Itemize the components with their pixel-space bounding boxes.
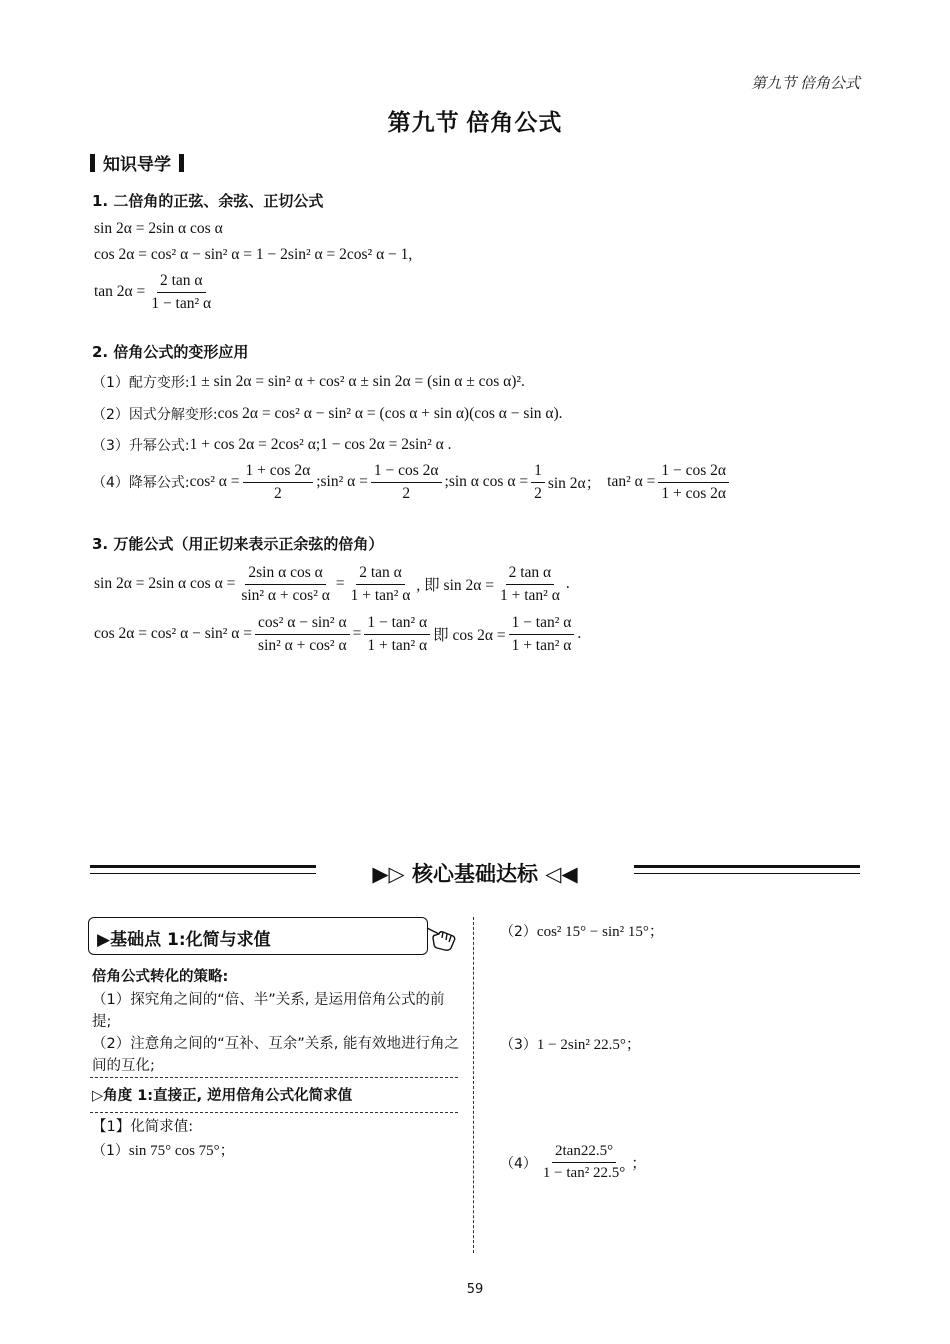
item-completing-square bbox=[92, 372, 525, 392]
item-formula: 1 + cos 2α = 2cos² α;1 − cos 2α = 2sin² α . bbox=[189, 436, 452, 453]
tan2a-fraction bbox=[148, 272, 214, 313]
question-2 bbox=[500, 920, 664, 941]
example-label: 【1】化简求值: bbox=[92, 1119, 194, 1135]
fraction-numerator: 1 − cos 2α bbox=[371, 462, 442, 483]
question-fraction bbox=[540, 1143, 628, 1183]
dashed-divider bbox=[90, 1077, 458, 1078]
fraction-denominator: 1 − tan² 22.5° bbox=[542, 1165, 626, 1182]
period: . bbox=[565, 575, 570, 593]
fraction-denominator: 2 bbox=[402, 484, 411, 502]
fraction-denominator: sin² α + cos² α bbox=[258, 636, 347, 654]
section-heading-knowledge bbox=[90, 150, 184, 175]
item-label: （3）升幂公式: bbox=[92, 438, 190, 454]
question-label: （3） bbox=[500, 1036, 537, 1053]
question-label: （2） bbox=[500, 923, 537, 940]
fraction bbox=[238, 564, 333, 605]
fraction-numerator: 2 tan α bbox=[356, 564, 405, 585]
question-4 bbox=[500, 1143, 646, 1183]
page-title: 第九节 倍角公式 bbox=[387, 110, 563, 135]
section-band bbox=[90, 858, 860, 884]
angle-heading: ▷角度 1:直接正, 逆用倍角公式化简求值 bbox=[92, 1088, 353, 1104]
formula-mid: 即 cos 2α = bbox=[433, 627, 506, 645]
item-raise-power bbox=[92, 435, 452, 455]
item-label: （4）降幂公式: bbox=[92, 475, 190, 492]
strategy-heading: 倍角公式转化的策略: bbox=[92, 969, 229, 985]
question-3 bbox=[500, 1033, 641, 1054]
fraction-numerator: 1 − cos 2α bbox=[658, 462, 729, 483]
question-expression: cos² 15° − sin² 15°； bbox=[536, 924, 664, 940]
question-expression: 1 − 2sin² 22.5°； bbox=[536, 1037, 641, 1053]
sin-sq-lhs: ;sin² α = bbox=[316, 473, 368, 491]
heading-bar-left bbox=[90, 154, 95, 172]
item-formula: cos 2α = cos² α − sin² α = (cos α + sin α)(cos α − sin α). bbox=[217, 405, 563, 422]
formula-cos2a: cos 2α = cos² α − sin² α = 1 − 2sin² α = 2cos² α − 1, bbox=[94, 246, 413, 263]
sin-sq-fraction bbox=[371, 462, 442, 503]
fraction bbox=[348, 564, 414, 605]
column-divider bbox=[473, 917, 474, 1253]
item-label: （1）配方变形: bbox=[92, 375, 190, 391]
fraction-denominator: 1 + cos 2α bbox=[661, 484, 727, 502]
band-title: ▶▷ 核心基础达标 ◁◀ bbox=[372, 862, 578, 886]
sincos-lhs: ;sin α cos α = bbox=[444, 473, 529, 491]
fraction-denominator: 1 + tan² α bbox=[350, 586, 411, 604]
equals: = bbox=[335, 575, 345, 593]
universal-sin bbox=[94, 564, 570, 605]
fraction-numerator: 2tan22.5° bbox=[552, 1143, 616, 1163]
fraction-numerator: cos² α − sin² α bbox=[255, 614, 350, 635]
tan2a-lhs: tan 2α = bbox=[94, 283, 146, 301]
fraction-numerator: 1 + cos 2α bbox=[243, 462, 314, 483]
question-label: （4） bbox=[500, 1155, 537, 1172]
subheading-universal: 3. 万能公式（用正切来表示正余弦的倍角） bbox=[92, 535, 384, 553]
fraction-numerator: 1 − tan² α bbox=[509, 614, 575, 635]
strategy-item-1: （1）探究角之间的“倍、半”关系, 是运用倍角公式的前提; bbox=[92, 992, 445, 1030]
dashed-divider bbox=[90, 1112, 458, 1113]
item-formula: 1 ± sin 2α = sin² α + cos² α ± sin 2α = (sin α ± cos α)². bbox=[189, 373, 525, 390]
universal-cos bbox=[94, 614, 581, 655]
item-lower-power bbox=[92, 462, 732, 503]
formula-tan2a bbox=[94, 272, 217, 313]
question-1 bbox=[92, 1139, 235, 1160]
tan-sq-fraction bbox=[658, 462, 729, 503]
fraction-numerator: 2 tan α bbox=[157, 272, 206, 293]
fraction bbox=[509, 614, 575, 655]
equals: = bbox=[352, 625, 362, 643]
cos-sq-lhs: cos² α = bbox=[189, 473, 240, 491]
fraction bbox=[364, 614, 430, 655]
formula-lhs: sin 2α = 2sin α cos α = bbox=[94, 575, 236, 593]
subheading-transform: 2. 倍角公式的变形应用 bbox=[92, 343, 249, 361]
fraction-denominator: sin² α + cos² α bbox=[241, 586, 330, 604]
question-label: （1） bbox=[92, 1142, 129, 1159]
cos-sq-fraction bbox=[243, 462, 314, 503]
fraction bbox=[497, 564, 563, 605]
fraction-denominator: 1 − tan² α bbox=[151, 294, 212, 312]
strategy-item-2: （2）注意角之间的“互补、互余”关系, 能有效地进行角之间的互化; bbox=[92, 1036, 459, 1074]
sincos-rhs: sin 2α； bbox=[547, 475, 602, 493]
page-number: 59 bbox=[466, 1282, 484, 1297]
subheading-double-angle: 1. 二倍角的正弦、余弦、正切公式 bbox=[92, 192, 324, 210]
fraction bbox=[255, 614, 350, 655]
section-heading-label: 知识导学 bbox=[103, 155, 171, 175]
knowledge-point-box: ▶基础点 1:化简与求值 bbox=[88, 917, 428, 955]
formula-sin2a: sin 2α = 2sin α cos α bbox=[94, 220, 223, 237]
fraction-denominator: 2 bbox=[534, 484, 542, 502]
formula-mid: , 即 sin 2α = bbox=[416, 577, 494, 595]
tan-sq-lhs: tan² α = bbox=[607, 473, 656, 491]
item-factoring bbox=[92, 404, 563, 424]
running-header: 第九节 倍角公式 bbox=[751, 76, 860, 92]
fraction-numerator: 2 tan α bbox=[506, 564, 555, 585]
fraction-denominator: 1 + tan² α bbox=[500, 586, 560, 604]
fraction-numerator: 1 − tan² α bbox=[364, 614, 430, 635]
fraction-numerator: 1 bbox=[531, 462, 545, 483]
question-end: ； bbox=[631, 1156, 647, 1173]
fraction-denominator: 1 + tan² α bbox=[367, 636, 428, 654]
half-fraction bbox=[531, 462, 545, 503]
question-expression: sin 75° cos 75°； bbox=[128, 1143, 235, 1159]
fraction-numerator: 2sin α cos α bbox=[245, 564, 325, 585]
pointing-hand-icon bbox=[425, 922, 457, 952]
fraction-denominator: 1 + tan² α bbox=[511, 636, 572, 654]
period: . bbox=[577, 625, 582, 643]
item-label: （2）因式分解变形: bbox=[92, 407, 218, 423]
fraction-denominator: 2 bbox=[274, 484, 282, 502]
heading-bar-right bbox=[179, 154, 184, 172]
formula-lhs: cos 2α = cos² α − sin² α = bbox=[94, 625, 253, 643]
